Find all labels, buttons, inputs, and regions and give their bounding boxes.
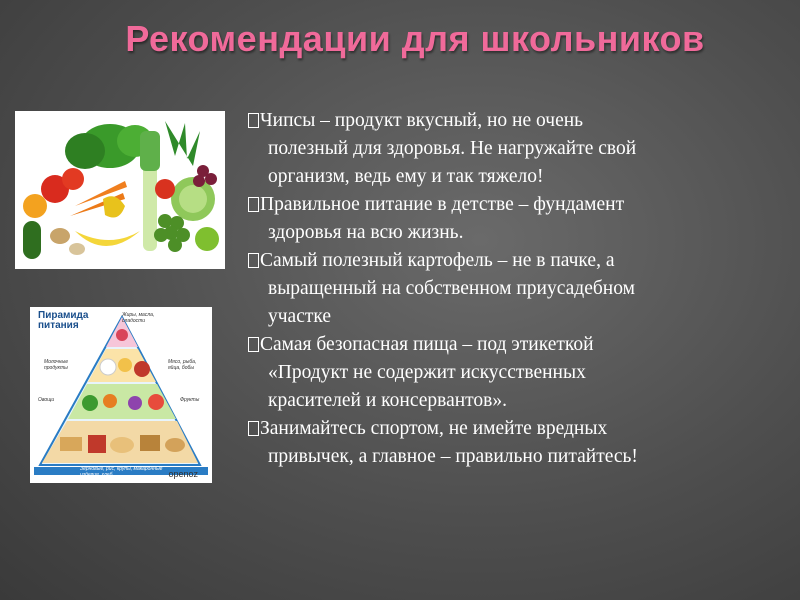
pyramid-label-meat: Мясо, рыба, яйца, бобы [168, 359, 197, 371]
list-item-line: красителей и консервантов». [268, 390, 508, 411]
page-title: Рекомендации для школьников [125, 18, 705, 59]
list-item-line: Самый полезный картофель – не в пачке, а [260, 250, 615, 271]
food-pyramid-image [30, 307, 212, 483]
pyramid-illustration [30, 307, 212, 483]
bullet-box-icon [248, 337, 259, 352]
vegetables-image [15, 111, 225, 269]
recommendations-list [248, 107, 788, 471]
pyramid-label-vegetables: Овощи [38, 397, 55, 403]
pyramid-label-fruits: Фрукты [180, 397, 200, 403]
list-item-line: «Продукт не содержит искусственных [268, 362, 586, 383]
list-item-line: полезный для здоровья. Не нагружайте свой [268, 138, 637, 159]
pyramid-label-dairy: Молочные продукты [44, 359, 69, 371]
list-item-line: организм, ведь ему и так тяжело! [268, 166, 544, 187]
list-item [248, 331, 788, 415]
pyramid-label-grains: Зерновые, рис, крупы, макаронные изделия, хлеб [80, 466, 163, 478]
list-item-line: привычек, а главное – правильно питайтесь! [268, 446, 638, 467]
list-item-line: Самая безопасная пища – под этикеткой [260, 334, 594, 355]
bullet-box-icon [248, 421, 259, 436]
list-item [248, 191, 788, 247]
bullet-box-icon [248, 197, 259, 212]
list-item [248, 247, 788, 331]
vegetables-illustration [15, 111, 225, 269]
pyramid-watermark: openoz [168, 469, 198, 479]
list-item-line: участке [268, 306, 332, 327]
list-item-line: здоровья на всю жизнь. [268, 222, 464, 243]
list-item [248, 107, 788, 191]
list-item [248, 415, 788, 471]
list-item-line: Чипсы – продукт вкусный, но не очень [260, 110, 584, 131]
list-item-line: выращенный на собственном приусадебном [268, 278, 635, 299]
bullet-box-icon [248, 253, 259, 268]
pyramid-title-line2: питания [38, 320, 79, 331]
list-item-line: Занимайтесь спортом, не имейте вредных [260, 418, 608, 439]
pyramid-title-line1: Пирамида [38, 310, 89, 321]
pyramid-label-fats: Жиры, масла, сладости [122, 312, 155, 324]
list-item-line: Правильное питание в детстве – фундамент [260, 194, 625, 215]
bullet-box-icon [248, 113, 259, 128]
